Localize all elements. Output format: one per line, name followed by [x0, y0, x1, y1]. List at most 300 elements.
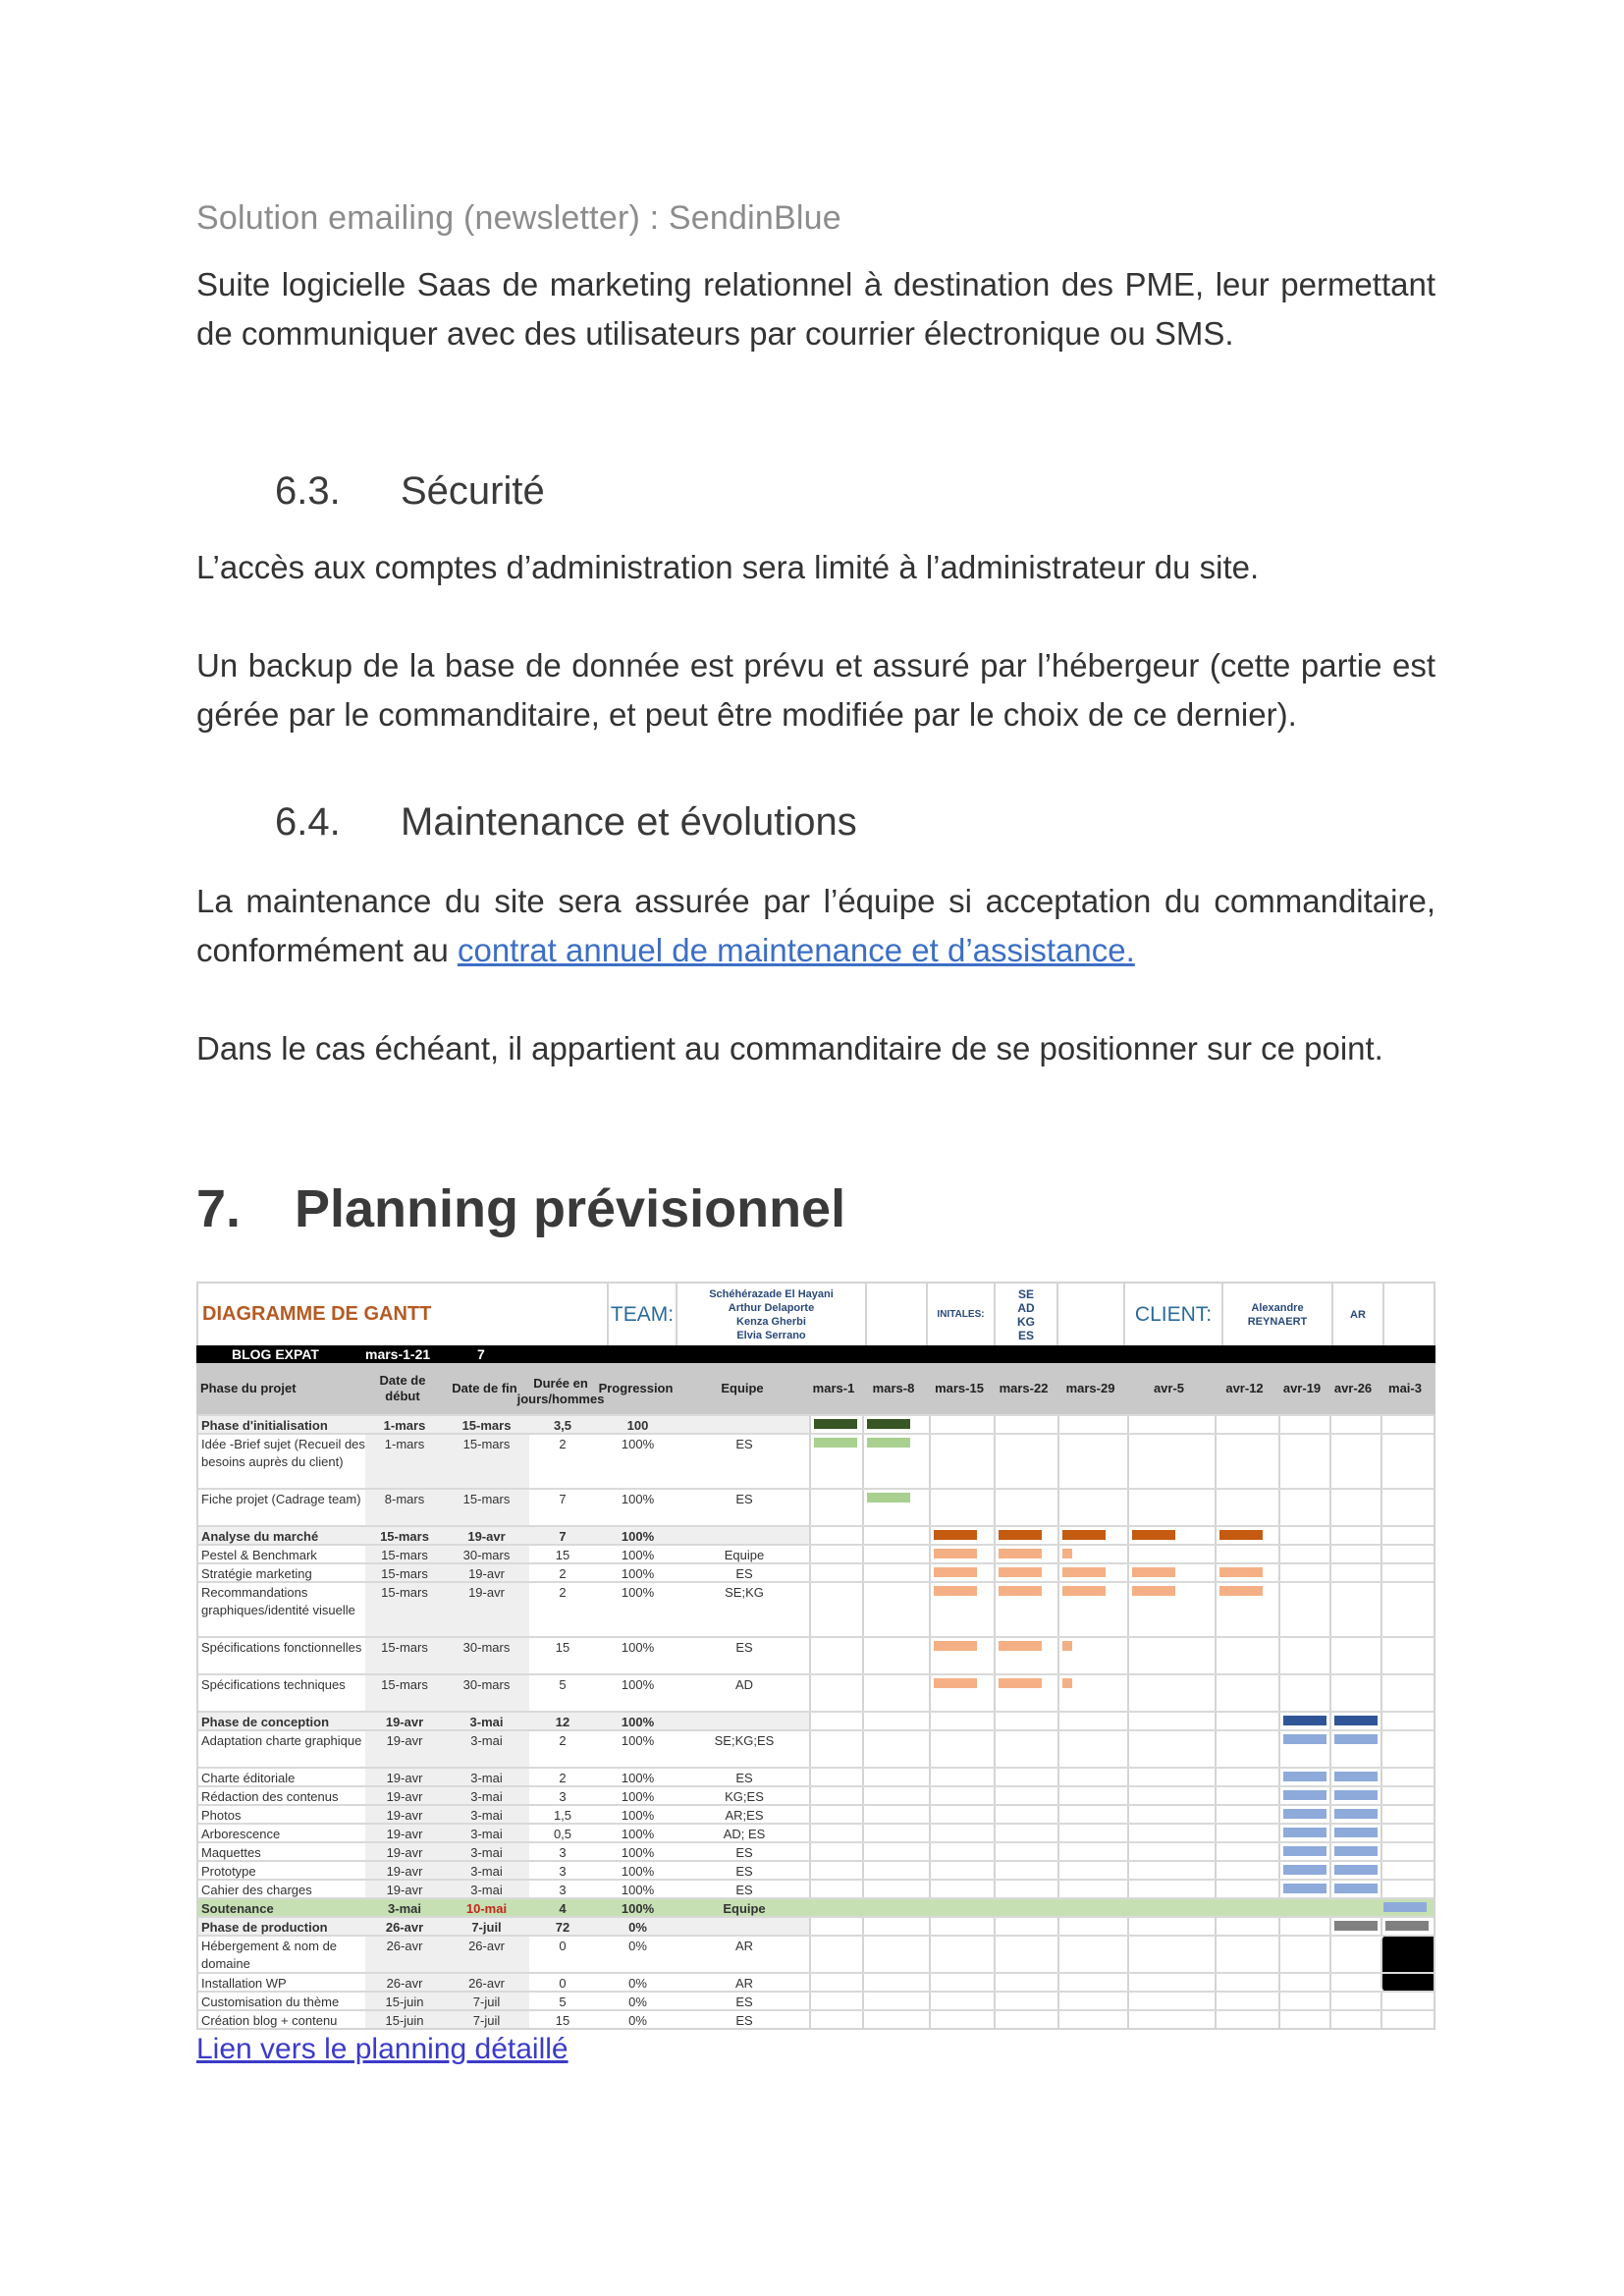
week-cell: [862, 1769, 929, 1785]
end-date: 10-mai: [444, 1899, 529, 1916]
progress: 100%: [621, 1585, 655, 1600]
week-cell: [809, 1713, 862, 1729]
progress: 100%: [621, 1864, 655, 1879]
week-cell: [1127, 1862, 1215, 1879]
duration: 3: [559, 1845, 567, 1860]
week-cell: [929, 1731, 994, 1767]
week-cell: [1127, 1490, 1215, 1525]
week-cell: [1278, 1974, 1329, 1991]
week-header: mars-1: [812, 1381, 855, 1395]
week-cell: [1127, 1638, 1215, 1673]
team-assignee: AR: [734, 1939, 754, 1953]
gantt-bar: [934, 1641, 977, 1651]
gantt-bar: [1334, 1809, 1378, 1819]
week-cell: [1278, 1881, 1329, 1897]
week-cell: [1380, 1490, 1434, 1525]
gantt-bar: [999, 1567, 1042, 1577]
week-cell: [994, 1825, 1057, 1841]
header-empty-cell: [1058, 1284, 1125, 1345]
duration: 5: [559, 1677, 567, 1692]
week-cell: [862, 1787, 929, 1804]
week-cell: [1278, 1806, 1329, 1823]
week-header: mars-29: [1065, 1381, 1115, 1395]
week-cell: [809, 1527, 862, 1544]
week-cell: [1329, 1862, 1380, 1879]
gantt-bar: [814, 1419, 857, 1429]
week-cell: [1215, 1825, 1278, 1841]
gantt-bar: [1132, 1567, 1175, 1577]
week-cell: [1329, 1806, 1380, 1823]
week-cell: [1380, 1769, 1434, 1785]
gantt-bar: [999, 1586, 1042, 1596]
week-cell: [929, 1527, 994, 1544]
week-cell: [862, 1435, 929, 1488]
week-cell: [1215, 1918, 1278, 1935]
week-cell: [809, 1546, 862, 1562]
week-cell: [1127, 1825, 1215, 1841]
week-cell: [809, 1731, 862, 1767]
task-row: [198, 1767, 1434, 1785]
week-cell: [994, 1862, 1057, 1879]
end-date: 3-mai: [444, 1713, 529, 1729]
week-cell: [1057, 1843, 1127, 1860]
project-value: 7: [477, 1346, 485, 1362]
duration: 3: [559, 1883, 567, 1897]
phase-row: [198, 1711, 1434, 1729]
week-cell: [1215, 1564, 1278, 1581]
week-cell: [1380, 1638, 1434, 1673]
week-cell: [809, 1416, 862, 1433]
week-cell: [809, 1806, 862, 1823]
progress: 100%: [621, 1901, 655, 1916]
week-cell: [929, 1881, 994, 1897]
start-date: 1-mars: [365, 1435, 444, 1488]
week-cell: [1057, 1564, 1127, 1581]
team-assignee: ES: [735, 1864, 753, 1879]
week-cell: [1215, 1416, 1278, 1433]
week-cell: [809, 1787, 862, 1804]
week-cell: [929, 1435, 994, 1488]
week-cell: [1057, 1416, 1127, 1433]
team-assignee: AR;ES: [725, 1808, 764, 1823]
week-cell: [1215, 1843, 1278, 1860]
duration: 3,5: [553, 1418, 572, 1433]
week-cell: [1057, 1918, 1127, 1935]
week-cell: [1329, 1435, 1380, 1488]
week-cell: [1278, 1583, 1329, 1636]
week-cell: [994, 1546, 1057, 1562]
week-cell: [1278, 1731, 1329, 1767]
week-cell: [862, 1583, 929, 1636]
week-cell: [1127, 1974, 1215, 1991]
progress: 100%: [621, 1529, 655, 1544]
week-cell: [1329, 1974, 1380, 1991]
week-cell: [994, 1638, 1057, 1673]
week-cell: [929, 1675, 994, 1711]
start-date: 26-avr: [365, 1937, 444, 1972]
section-heading-security: [275, 469, 1159, 519]
gantt-chart: [196, 1282, 1435, 2030]
gantt-header: [196, 1282, 1435, 1345]
progress: 100%: [621, 1715, 655, 1729]
gantt-bar: [1334, 1884, 1378, 1893]
column-header-progress: Progression: [598, 1381, 674, 1395]
task-name: Phase d'initialisation: [201, 1418, 328, 1433]
week-cell: [862, 1806, 929, 1823]
week-cell: [1329, 1564, 1380, 1581]
team-assignee: ES: [735, 1995, 753, 2009]
task-name: Photos: [201, 1808, 242, 1823]
duration: 2: [559, 1566, 567, 1581]
week-cell: [1127, 1806, 1215, 1823]
gantt-bar: [1062, 1641, 1072, 1651]
week-cell: [1215, 1713, 1278, 1729]
task-row: [198, 1544, 1434, 1562]
week-cell: [809, 1862, 862, 1879]
task-row: [198, 1673, 1434, 1711]
task-row: [198, 1488, 1434, 1525]
column-header-phase: Phase du projet: [200, 1381, 297, 1395]
duration: 0: [559, 1976, 567, 1991]
week-cell: [1127, 1899, 1215, 1916]
week-cell: [1278, 1843, 1329, 1860]
week-cell: [1057, 1638, 1127, 1673]
team-assignee: [679, 1918, 809, 1935]
week-cell: [809, 1993, 862, 2009]
duration: 4: [559, 1901, 567, 1916]
task-name: Soutenance: [201, 1901, 274, 1916]
duration: 0,5: [553, 1827, 572, 1841]
end-date: 7-juil: [444, 2011, 529, 2028]
security-paragraph-2: Un backup de la base de donnée est prévu et assuré par l’hébergeur (cette partie est gérée par le commanditaire, et peut être modifiée par le choix de ce dernier).: [196, 647, 1435, 733]
week-cell: [1380, 1862, 1434, 1879]
initials-label: INITALES:: [928, 1284, 996, 1345]
week-cell: [1127, 1675, 1215, 1711]
task-name: Rédaction des contenus: [201, 1789, 339, 1804]
week-cell: [862, 1862, 929, 1879]
gantt-bar: [1132, 1586, 1175, 1596]
week-cell: [1057, 2011, 1127, 2028]
week-cell: [1380, 1564, 1434, 1581]
start-date: 19-avr: [365, 1825, 444, 1841]
week-cell: [1057, 1675, 1127, 1711]
week-cell: [1215, 1862, 1278, 1879]
start-date: 15-mars: [365, 1564, 444, 1581]
gantt-bar: [1383, 1902, 1427, 1912]
progress: 100%: [621, 1771, 655, 1785]
team-assignee: ES: [735, 1845, 753, 1860]
week-cell: [1215, 1769, 1278, 1785]
duration: 2: [559, 1437, 567, 1451]
team-assignee: [679, 1416, 809, 1433]
week-cell: [1278, 1993, 1329, 2009]
week-cell: [1278, 1638, 1329, 1673]
end-date: 7-juil: [444, 1993, 529, 2009]
duration: 15: [555, 1640, 570, 1655]
end-date: 26-avr: [444, 1937, 529, 1972]
progress: 0%: [628, 1976, 647, 1991]
start-date: 1-mars: [365, 1416, 444, 1433]
project-name: BLOG EXPAT: [232, 1346, 319, 1362]
end-date: 3-mai: [444, 1787, 529, 1804]
week-cell: [1057, 1490, 1127, 1525]
duration: 7: [559, 1492, 567, 1506]
task-row: [198, 1879, 1434, 1897]
week-cell: [1329, 1731, 1380, 1767]
progress: 0%: [628, 1939, 647, 1953]
start-date: 3-mai: [365, 1899, 444, 1916]
gantt-bar: [1062, 1678, 1072, 1688]
week-header: avr-26: [1333, 1381, 1373, 1395]
gantt-bar: [1283, 1828, 1326, 1837]
week-cell: [809, 1918, 862, 1935]
week-cell: [1127, 2011, 1215, 2028]
week-cell: [1057, 1435, 1127, 1488]
team-member: Arthur Delaporte: [728, 1301, 815, 1314]
week-cell: [1380, 1416, 1434, 1433]
week-cell: [1057, 1862, 1127, 1879]
week-cell: [1215, 2011, 1278, 2028]
week-cell: [929, 1899, 994, 1916]
week-cell: [1278, 1787, 1329, 1804]
start-date: 15-juin: [365, 1993, 444, 2009]
week-cell: [1215, 1787, 1278, 1804]
gantt-title: DIAGRAMME DE GANTT: [198, 1284, 609, 1345]
week-cell: [1278, 1713, 1329, 1729]
phase-row: [198, 1414, 1434, 1433]
end-date: 3-mai: [444, 1731, 529, 1767]
client-first-name: Alexandre: [1251, 1301, 1304, 1314]
week-cell: [1127, 1937, 1215, 1972]
week-cell: [809, 1974, 862, 1991]
team-assignee: ES: [735, 1492, 753, 1506]
week-cell: [1380, 1527, 1434, 1544]
week-cell: [1215, 1937, 1278, 1972]
section-number: 6.4.: [275, 800, 341, 844]
header-empty-cell: [1384, 1284, 1437, 1345]
gantt-bar: [1334, 1921, 1378, 1931]
task-row: [198, 1804, 1434, 1823]
start-date: 19-avr: [365, 1787, 444, 1804]
gantt-bar: [1334, 1865, 1378, 1875]
week-cell: [1329, 1993, 1380, 2009]
end-date: 30-mars: [444, 1638, 529, 1673]
week-cell: [1278, 1490, 1329, 1525]
week-cell: [809, 1881, 862, 1897]
gantt-bar: [934, 1549, 977, 1558]
week-cell: [994, 1713, 1057, 1729]
security-paragraph-1: L’accès aux comptes d’administration sera limité à l’administrateur du site.: [196, 549, 1260, 585]
end-date: 7-juil: [444, 1918, 529, 1935]
week-cell: [1329, 1527, 1380, 1544]
week-cell: [929, 1806, 994, 1823]
initial: KG: [1017, 1314, 1035, 1329]
task-row: [198, 1991, 1434, 2009]
end-date: 3-mai: [444, 1825, 529, 1841]
week-cell: [929, 2011, 994, 2028]
start-date: 19-avr: [365, 1881, 444, 1897]
task-name: Arborescence: [201, 1827, 281, 1841]
task-row: [198, 1823, 1434, 1841]
duration: 2: [559, 1585, 567, 1600]
client-last-name: REYNAERT: [1247, 1315, 1308, 1328]
week-cell: [1127, 1918, 1215, 1935]
week-cell: [809, 1843, 862, 1860]
end-date: 3-mai: [444, 1862, 529, 1879]
week-cell: [1329, 1843, 1380, 1860]
task-name: Stratégie marketing: [201, 1566, 312, 1581]
week-cell: [1127, 1546, 1215, 1562]
week-cell: [1278, 1937, 1329, 1972]
week-cell: [929, 1546, 994, 1562]
task-row: [198, 1935, 1434, 1972]
gantt-bar: [1334, 1828, 1378, 1837]
project-bar: [196, 1345, 1435, 1363]
week-cell: [994, 1899, 1057, 1916]
column-headers: [196, 1363, 1435, 1414]
week-cell: [1380, 2011, 1434, 2028]
week-cell: [1127, 1416, 1215, 1433]
week-cell: [1057, 1546, 1127, 1562]
newsletter-description: Suite logicielle Saas de marketing relationnel à destination des PME, leur permettant de communiquer avec des utilisateurs par courrier électronique ou SMS.: [196, 266, 1435, 352]
week-cell: [1380, 1825, 1434, 1841]
end-date: 3-mai: [444, 1769, 529, 1785]
week-cell: [809, 1769, 862, 1785]
end-date: 3-mai: [444, 1806, 529, 1823]
team-assignee: AD: [734, 1677, 754, 1692]
week-cell: [1380, 1806, 1434, 1823]
gantt-bar: [1283, 1846, 1326, 1856]
end-date: 30-mars: [444, 1675, 529, 1711]
highlighted-week-cell: [1380, 1974, 1434, 1991]
gantt-bar: [999, 1530, 1042, 1540]
week-cell: [994, 1490, 1057, 1525]
week-cell: [1329, 1638, 1380, 1673]
team-assignee: AR: [734, 1976, 754, 1991]
progress: 100%: [621, 1883, 655, 1897]
task-row: [198, 1581, 1434, 1636]
task-row: [198, 1785, 1434, 1804]
week-cell: [1380, 1899, 1434, 1916]
week-cell: [994, 1843, 1057, 1860]
highlighted-week-cell: [1380, 1937, 1434, 1972]
week-header: avr-5: [1153, 1381, 1185, 1395]
gantt-bar: [1283, 1865, 1326, 1875]
week-cell: [1329, 1825, 1380, 1841]
week-cell: [1215, 1527, 1278, 1544]
start-date: 8-mars: [365, 1490, 444, 1525]
start-date: 15-juin: [365, 2011, 444, 2028]
team-member: Elvia Serrano: [736, 1329, 806, 1341]
week-cell: [1329, 1416, 1380, 1433]
week-cell: [994, 1731, 1057, 1767]
start-date: 15-mars: [365, 1583, 444, 1636]
week-cell: [1127, 1527, 1215, 1544]
progress: 100%: [621, 1548, 655, 1562]
week-cell: [1127, 1564, 1215, 1581]
week-header: mars-15: [935, 1381, 984, 1395]
week-cell: [1278, 1527, 1329, 1544]
week-cell: [1278, 1825, 1329, 1841]
week-cell: [1278, 1546, 1329, 1562]
gantt-bar: [1062, 1586, 1106, 1596]
week-cell: [1127, 1769, 1215, 1785]
week-cell: [1057, 1527, 1127, 1544]
start-date: 19-avr: [365, 1806, 444, 1823]
gantt-bar: [934, 1586, 977, 1596]
progress: 100%: [621, 1808, 655, 1823]
gantt-bar: [934, 1567, 977, 1577]
week-cell: [809, 1435, 862, 1488]
week-cell: [1380, 1843, 1434, 1860]
start-date: 15-mars: [365, 1527, 444, 1544]
week-cell: [862, 1974, 929, 1991]
gantt-body: [196, 1414, 1435, 2030]
section-title: Sécurité: [401, 469, 545, 513]
week-cell: [929, 1993, 994, 2009]
week-cell: [1215, 1806, 1278, 1823]
gantt-bar: [1219, 1586, 1263, 1596]
progress: 100%: [621, 1733, 655, 1748]
week-cell: [862, 1546, 929, 1562]
gantt-bar: [1062, 1530, 1106, 1540]
task-name: Recommandations graphiques/identité visuelle: [201, 1585, 355, 1617]
week-cell: [809, 1638, 862, 1673]
detailed-planning-link[interactable]: Lien vers le planning détaillé: [196, 2033, 568, 2065]
end-date: 15-mars: [444, 1490, 529, 1525]
start-date: 15-mars: [365, 1638, 444, 1673]
week-cell: [1329, 1918, 1380, 1935]
week-cell: [1380, 1583, 1434, 1636]
progress: 0%: [628, 2013, 647, 2028]
week-cell: [1057, 1769, 1127, 1785]
end-date: 19-avr: [444, 1527, 529, 1544]
week-cell: [1380, 1675, 1434, 1711]
gantt-bar: [934, 1530, 977, 1540]
week-cell: [862, 1899, 929, 1916]
column-header-duration: Durée en jours/hommes: [516, 1376, 605, 1406]
week-cell: [994, 1787, 1057, 1804]
task-name: Phase de production: [201, 1920, 328, 1935]
gantt-bar: [1283, 1809, 1326, 1819]
week-cell: [1380, 1918, 1434, 1935]
team-assignee: Equipe: [724, 1548, 765, 1562]
week-cell: [809, 1675, 862, 1711]
week-cell: [809, 1583, 862, 1636]
team-label: TEAM:: [609, 1284, 677, 1345]
task-row: [198, 1729, 1434, 1767]
progress: 100%: [621, 1789, 655, 1804]
week-cell: [1215, 1675, 1278, 1711]
week-cell: [994, 1675, 1057, 1711]
week-cell: [1127, 1843, 1215, 1860]
week-cell: [1215, 1881, 1278, 1897]
week-cell: [1329, 2011, 1380, 2028]
maintenance-contract-link[interactable]: contrat annuel de maintenance et d’assistance.: [457, 932, 1135, 968]
week-cell: [929, 1787, 994, 1804]
week-cell: [1278, 1564, 1329, 1581]
week-cell: [1127, 1731, 1215, 1767]
week-cell: [862, 1564, 929, 1581]
start-date: 19-avr: [365, 1862, 444, 1879]
gantt-bar: [1219, 1530, 1263, 1540]
task-name: Création blog + contenu: [201, 2013, 338, 2028]
task-row: [198, 1972, 1434, 1991]
gantt-bar: [999, 1549, 1042, 1558]
task-name: Customisation du thème: [201, 1995, 340, 2009]
week-cell: [1278, 1435, 1329, 1488]
task-name: Analyse du marché: [201, 1529, 319, 1544]
